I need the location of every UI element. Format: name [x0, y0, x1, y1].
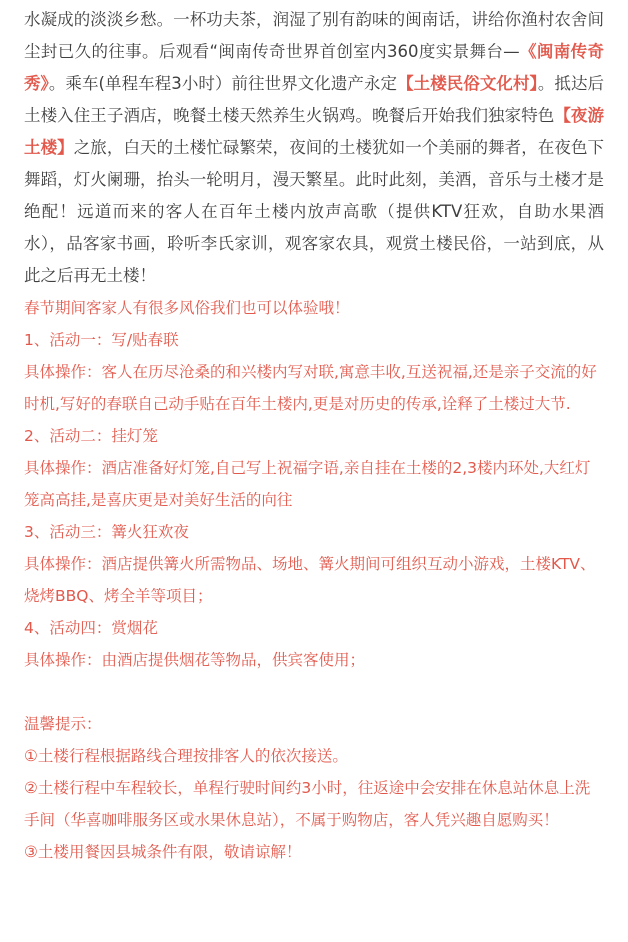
- tip-item-2: ②土楼行程中车程较长，单程行驶时间约3小时，往返途中会安排在休息站休息上洗手间（华喜咖啡服务区或水果休息站），不属于购物店，客人凭兴趣自愿购买！: [24, 779, 591, 829]
- activity-1-title: 1、活动一：写/贴春联: [24, 331, 179, 349]
- intro-text-2: 。乘车(单程车程3小时）前往世界文化遗产永定: [48, 74, 398, 93]
- festival-heading: 春节期间客家人有很多风俗我们也可以体验哦！: [24, 299, 350, 317]
- festival-section: [24, 292, 604, 676]
- activity-4-title: 4、活动四：赏烟花: [24, 619, 158, 637]
- activity-3-title: 3、活动三：篝火狂欢夜: [24, 523, 189, 541]
- tips-heading: 温馨提示：: [24, 715, 102, 733]
- highlight-tulou-village: 【土楼民俗文化村】: [397, 74, 538, 93]
- intro-paragraph: [24, 4, 604, 292]
- section-spacer: [24, 676, 604, 708]
- highlight-minnan-show: 《闽南传奇秀》: [24, 42, 604, 93]
- activity-2-title: 2、活动二：挂灯笼: [24, 427, 158, 445]
- activity-4-detail: 具体操作：由酒店提供烟花等物品，供宾客使用；: [24, 651, 366, 669]
- activity-3-detail: 具体操作：酒店提供篝火所需物品、场地、篝火期间可组织互动小游戏，土楼KTV、烧烤BBQ、烤全羊等项目；: [24, 555, 596, 605]
- tip-item-3: ③土楼用餐因县城条件有限，敬请谅解！: [24, 843, 302, 861]
- activity-1-detail: 具体操作：客人在历尽沧桑的和兴楼内写对联,寓意丰收,互送祝福,还是亲子交流的好时机,写好的春联自己动手贴在百年土楼内,更是对历史的传承,诠释了土楼过大节.: [24, 363, 597, 413]
- tips-section: [24, 708, 604, 868]
- intro-text-3: 。抵达后土楼入住王子酒店，晚餐土楼天然养生火锅鸡。晚餐后开始我们独家特色: [24, 74, 605, 125]
- activity-2-detail: 具体操作：酒店准备好灯笼,自己写上祝福字语,亲自挂在土楼的2,3楼内环处,大红灯笼高高挂,是喜庆更是对美好生活的向往: [24, 459, 591, 509]
- intro-text-1: 水凝成的淡淡乡愁。一杯功夫茶，润湿了别有韵味的闽南话，讲给你渔村农舍间尘封已久的往事。后观看“闽南传奇世界首创室内360度实景舞台—: [24, 10, 604, 61]
- intro-text-4: 之旅，白天的土楼忙碌繁荣，夜间的土楼犹如一个美丽的舞者，在夜色下舞蹈，灯火阑珊，抬头一轮明月，漫天繁星。此时此刻，美酒，音乐与土楼才是绝配！远道而来的客人在百年土楼内放声高歌（提供KTV狂欢，自助水果酒水），品客家书画，聆听李氏家训，观客家农具，观赏土楼民俗，一站到底，从此之后再无土楼！: [24, 138, 605, 285]
- highlight-night-tour: 【夜游土楼】: [24, 106, 605, 157]
- tip-item-1: ①土楼行程根据路线合理按排客人的依次接送。: [24, 747, 348, 765]
